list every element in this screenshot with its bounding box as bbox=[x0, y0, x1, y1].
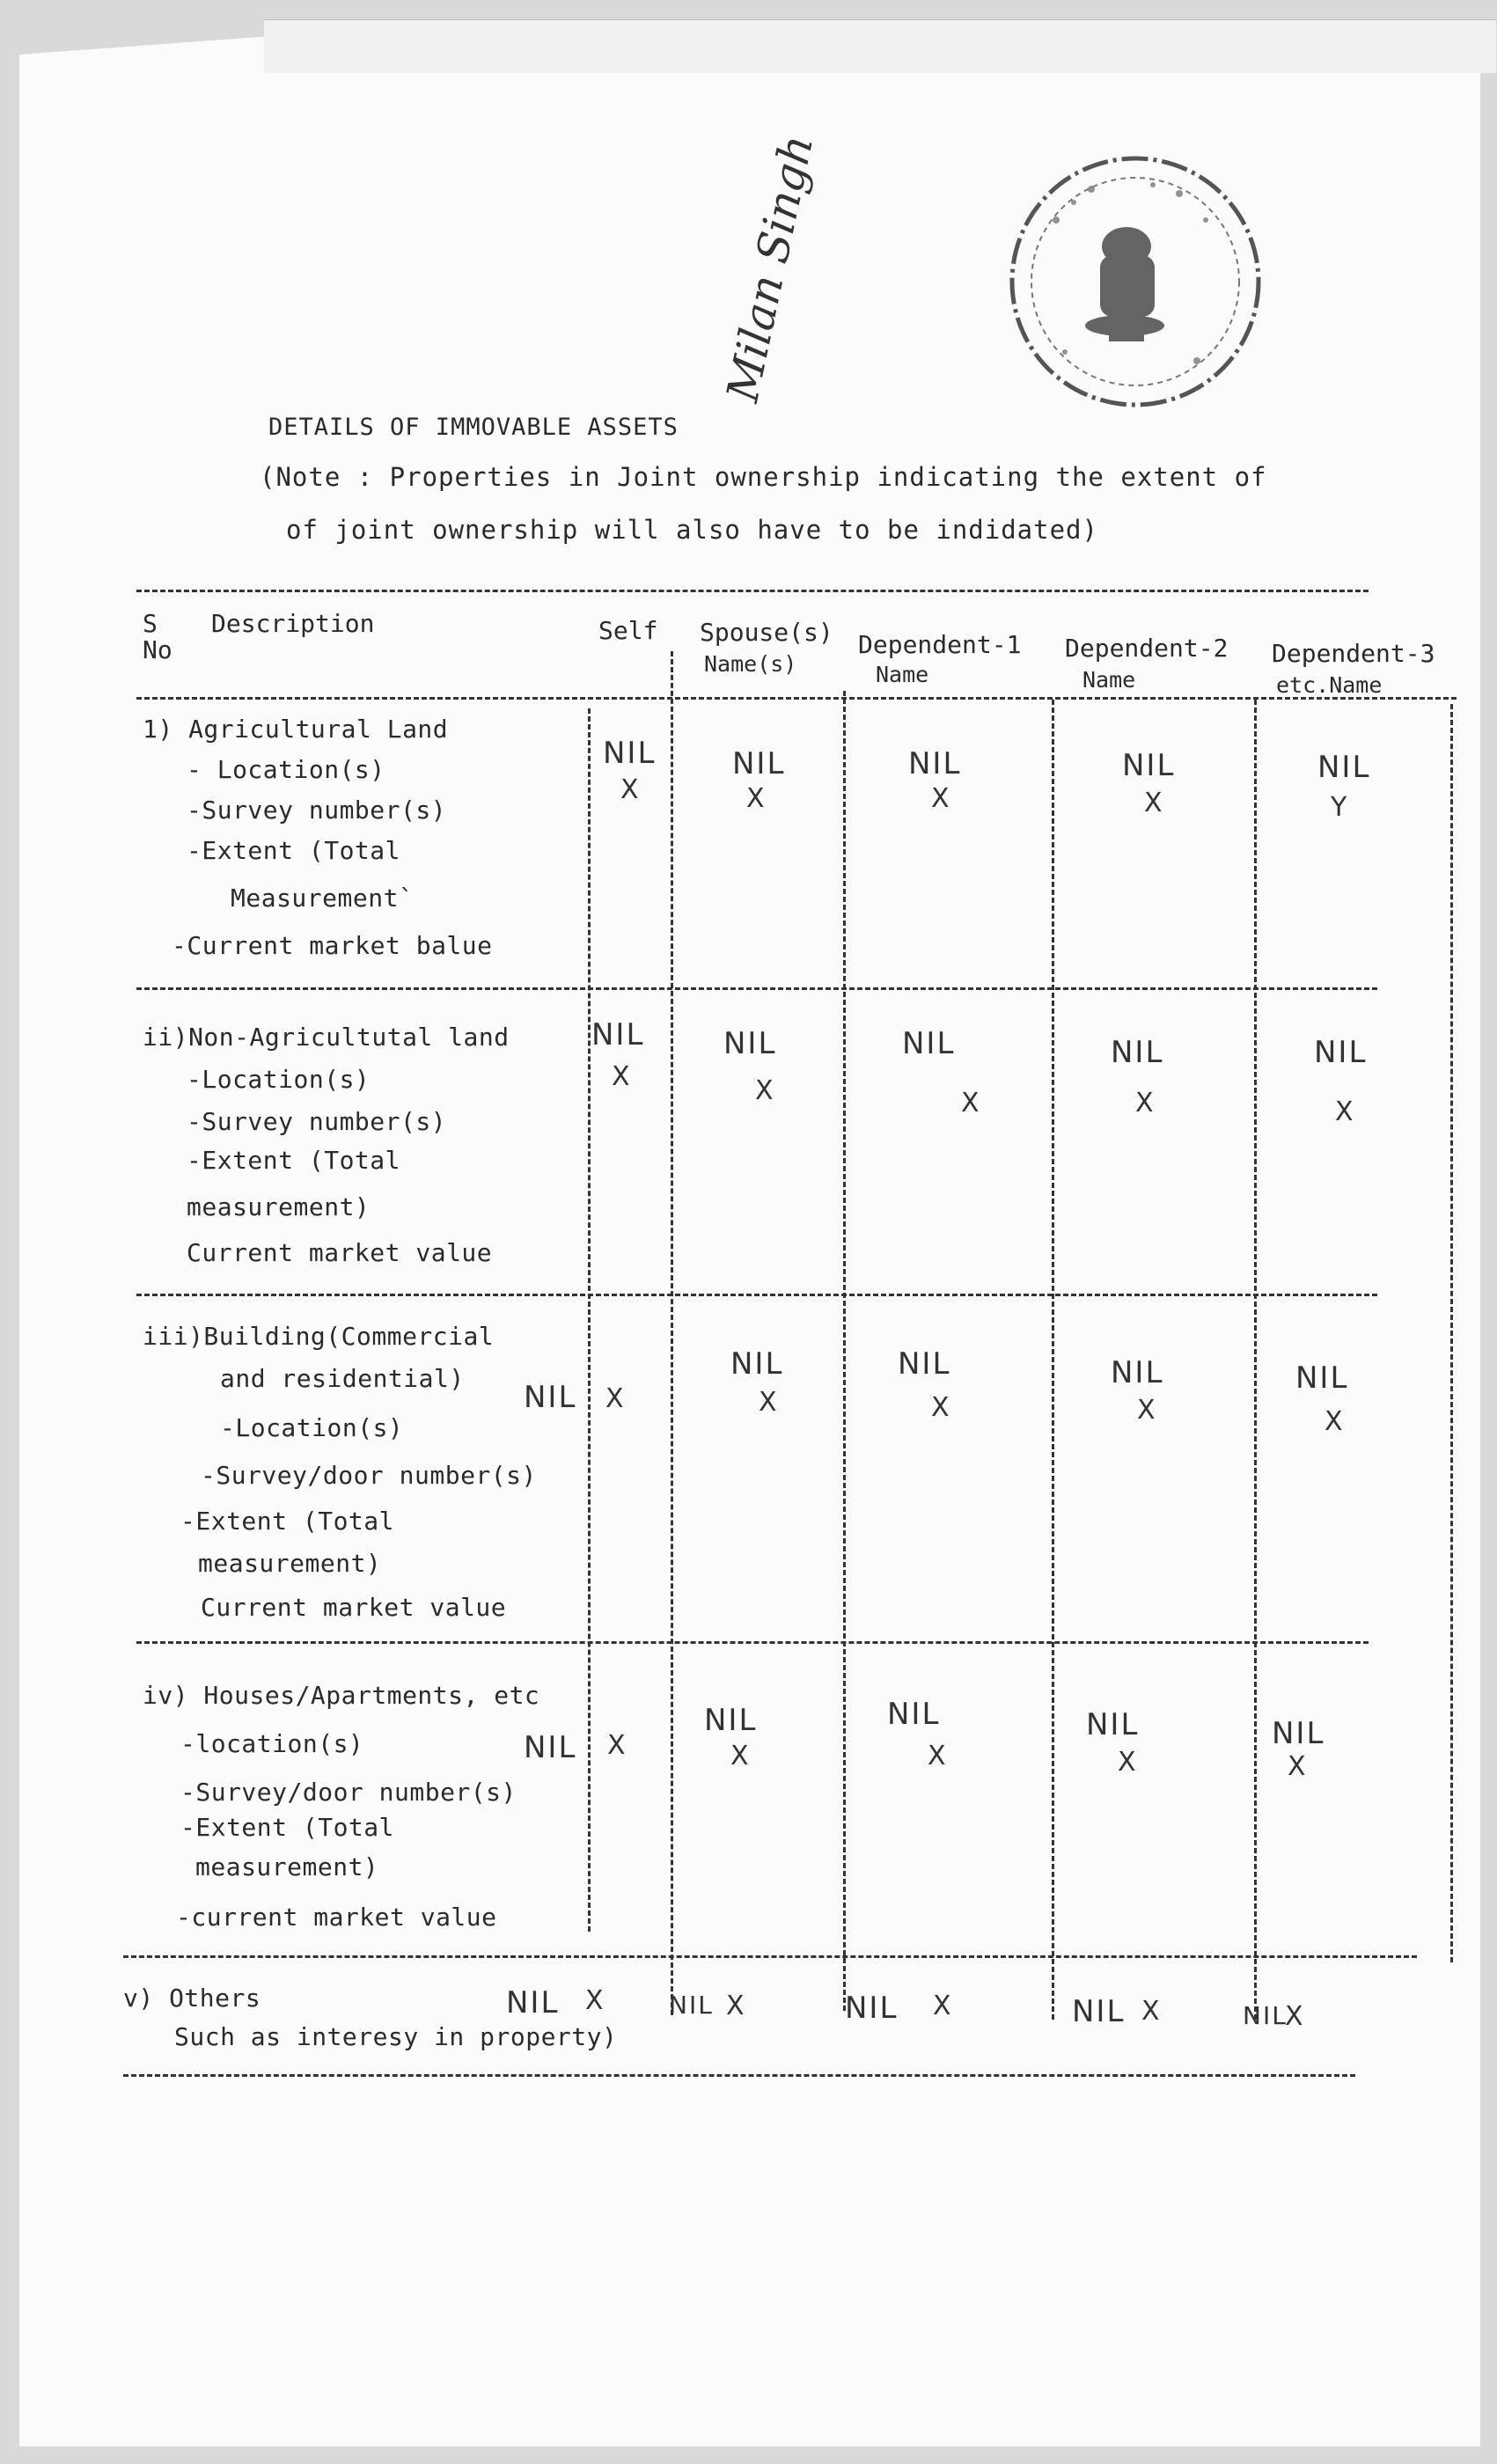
row4-line3: -Survey/door number(s) bbox=[180, 1778, 517, 1807]
row3-line6: measurement) bbox=[198, 1549, 382, 1578]
row5-self-mark: X bbox=[585, 1985, 604, 2016]
row1-line1: 1) Agricultural Land bbox=[143, 715, 449, 744]
row3-self-mark: X bbox=[605, 1383, 624, 1414]
row1-line5: Measurement` bbox=[231, 884, 415, 913]
row1-spouse-value: NIL bbox=[732, 746, 786, 781]
row2-line4: -Extent (Total bbox=[187, 1146, 401, 1175]
row2-dep2-mark: X bbox=[1135, 1088, 1154, 1118]
row3-dep2-value: NIL bbox=[1111, 1355, 1164, 1390]
row1-line6: -Current market balue bbox=[172, 931, 493, 960]
row2-spouse-mark: X bbox=[755, 1075, 774, 1106]
row4-line4: -Extent (Total bbox=[180, 1813, 395, 1842]
row3-line2: and residential) bbox=[220, 1364, 465, 1393]
row5-spouse-value: NIL bbox=[669, 1991, 714, 2020]
row4-spouse-value: NIL bbox=[704, 1703, 758, 1738]
row4-line6: -current market value bbox=[176, 1903, 497, 1932]
row3-line4: -Survey/door number(s) bbox=[201, 1461, 537, 1490]
page-title: DETAILS OF IMMOVABLE ASSETS bbox=[268, 414, 679, 441]
row1-spouse-mark: X bbox=[746, 783, 765, 814]
row1-dep2-value: NIL bbox=[1122, 748, 1176, 783]
row4-dep1-mark: X bbox=[928, 1741, 946, 1771]
table-rule-row1 bbox=[136, 987, 1377, 990]
row2-spouse-value: NIL bbox=[723, 1026, 777, 1061]
row2-line1: ii)Non-Agricultutal land bbox=[143, 1023, 510, 1052]
note-line-1: (Note : Properties in Joint ownership indicating the extent of bbox=[260, 462, 1267, 492]
row4-line2: -location(s) bbox=[180, 1729, 364, 1758]
header-self: Self bbox=[598, 616, 658, 645]
col-rule-dep2 bbox=[1052, 700, 1054, 2020]
row4-dep1-value: NIL bbox=[887, 1697, 941, 1732]
row5-line2: Such as interesy in property) bbox=[174, 2022, 618, 2051]
row1-dep3-value: NIL bbox=[1317, 750, 1371, 785]
row1-dep2-mark: X bbox=[1144, 788, 1163, 818]
row5-dep1-mark: X bbox=[933, 1991, 951, 2021]
header-dep3: Dependent-3 bbox=[1272, 639, 1435, 668]
row2-dep1-value: NIL bbox=[902, 1026, 956, 1061]
row3-spouse-value: NIL bbox=[730, 1346, 784, 1382]
row2-line6: Current market value bbox=[187, 1238, 493, 1267]
row2-dep1-mark: X bbox=[961, 1088, 980, 1118]
row3-dep3-mark: X bbox=[1325, 1406, 1343, 1437]
col-rule-self bbox=[588, 708, 591, 1932]
row4-dep3-value: NIL bbox=[1272, 1716, 1325, 1751]
header-sno-2: No bbox=[143, 635, 172, 664]
row4-spouse-mark: X bbox=[730, 1741, 749, 1771]
row5-dep2-mark: X bbox=[1141, 1996, 1160, 2027]
row3-dep2-mark: X bbox=[1137, 1395, 1156, 1426]
row1-line2: - Location(s) bbox=[187, 755, 385, 784]
row2-dep3-mark: X bbox=[1335, 1096, 1354, 1127]
row5-self-value: NIL bbox=[506, 1985, 560, 2020]
row3-self-value: NIL bbox=[524, 1380, 577, 1415]
header-dep1: Dependent-1 bbox=[858, 630, 1022, 659]
row4-dep2-value: NIL bbox=[1086, 1707, 1140, 1742]
row3-spouse-mark: X bbox=[759, 1387, 777, 1418]
row2-self-mark: X bbox=[612, 1061, 630, 1092]
table-rule-row3 bbox=[136, 1641, 1369, 1644]
note-line-2: of joint ownership will also have to be indidated) bbox=[286, 515, 1098, 545]
row2-line3: -Survey number(s) bbox=[187, 1107, 447, 1136]
row3-dep3-value: NIL bbox=[1295, 1360, 1349, 1396]
row1-dep1-mark: X bbox=[931, 783, 950, 814]
col-rule-dep3 bbox=[1254, 700, 1257, 2020]
row3-line3: -Location(s) bbox=[220, 1413, 404, 1442]
row5-dep3-mark: X bbox=[1285, 2001, 1303, 2032]
row3-line1: iii)Building(Commercial bbox=[143, 1322, 495, 1351]
row5-spouse-mark: X bbox=[726, 1991, 745, 2021]
header-description: Description bbox=[211, 609, 375, 638]
row2-dep3-value: NIL bbox=[1314, 1035, 1368, 1070]
table-rule-header bbox=[136, 697, 1457, 700]
row2-dep2-value: NIL bbox=[1111, 1035, 1164, 1070]
header-dep1-sub: Name bbox=[876, 662, 929, 687]
row4-dep2-mark: X bbox=[1118, 1747, 1136, 1778]
row2-line2: -Location(s) bbox=[187, 1065, 371, 1094]
header-spouse: Spouse(s) bbox=[700, 618, 833, 647]
row1-line4: -Extent (Total bbox=[187, 836, 401, 865]
row3-dep1-value: NIL bbox=[898, 1346, 951, 1382]
row3-dep1-mark: X bbox=[931, 1392, 950, 1423]
col-rule-dep1 bbox=[843, 691, 846, 2011]
row1-dep1-value: NIL bbox=[908, 746, 962, 781]
row1-line3: -Survey number(s) bbox=[187, 796, 447, 825]
row4-self-mark: X bbox=[607, 1730, 626, 1761]
header-sno: S bbox=[143, 609, 158, 638]
row4-self-value: NIL bbox=[524, 1730, 577, 1765]
row5-dep1-value: NIL bbox=[845, 1991, 899, 2026]
row2-self-value: NIL bbox=[591, 1017, 645, 1052]
row3-line5: -Extent (Total bbox=[180, 1507, 395, 1536]
row5-dep2-value: NIL bbox=[1072, 1994, 1126, 2029]
row4-line1: iv) Houses/Apartments, etc bbox=[143, 1681, 540, 1710]
header-dep2: Dependent-2 bbox=[1065, 634, 1229, 663]
col-rule-right bbox=[1450, 704, 1453, 1962]
header-spouse-sub: Name(s) bbox=[704, 651, 797, 677]
table-rule-bottom bbox=[123, 2074, 1355, 2077]
row5-dep3-value: NIL bbox=[1243, 2001, 1288, 2030]
header-dep3-sub: etc.Name bbox=[1276, 672, 1383, 698]
row5-line1: v) Others bbox=[123, 1984, 261, 2013]
row1-self-mark: X bbox=[620, 774, 639, 805]
page-fold-edge bbox=[264, 19, 1496, 73]
official-stamp bbox=[977, 123, 1294, 440]
table-rule-top bbox=[136, 590, 1369, 592]
row4-line5: measurement) bbox=[195, 1852, 379, 1881]
table-rule-row2 bbox=[136, 1294, 1377, 1296]
row4-dep3-mark: X bbox=[1288, 1751, 1306, 1782]
table-rule-row4 bbox=[123, 1955, 1417, 1958]
header-dep2-sub: Name bbox=[1082, 667, 1136, 693]
row3-line7: Current market value bbox=[201, 1593, 507, 1622]
col-rule-spouse bbox=[671, 651, 673, 2015]
row2-line5: measurement) bbox=[187, 1192, 371, 1221]
row1-self-value: NIL bbox=[603, 736, 657, 771]
row1-dep3-mark: Y bbox=[1331, 792, 1347, 823]
signature-text: Milan Singh bbox=[716, 130, 824, 407]
